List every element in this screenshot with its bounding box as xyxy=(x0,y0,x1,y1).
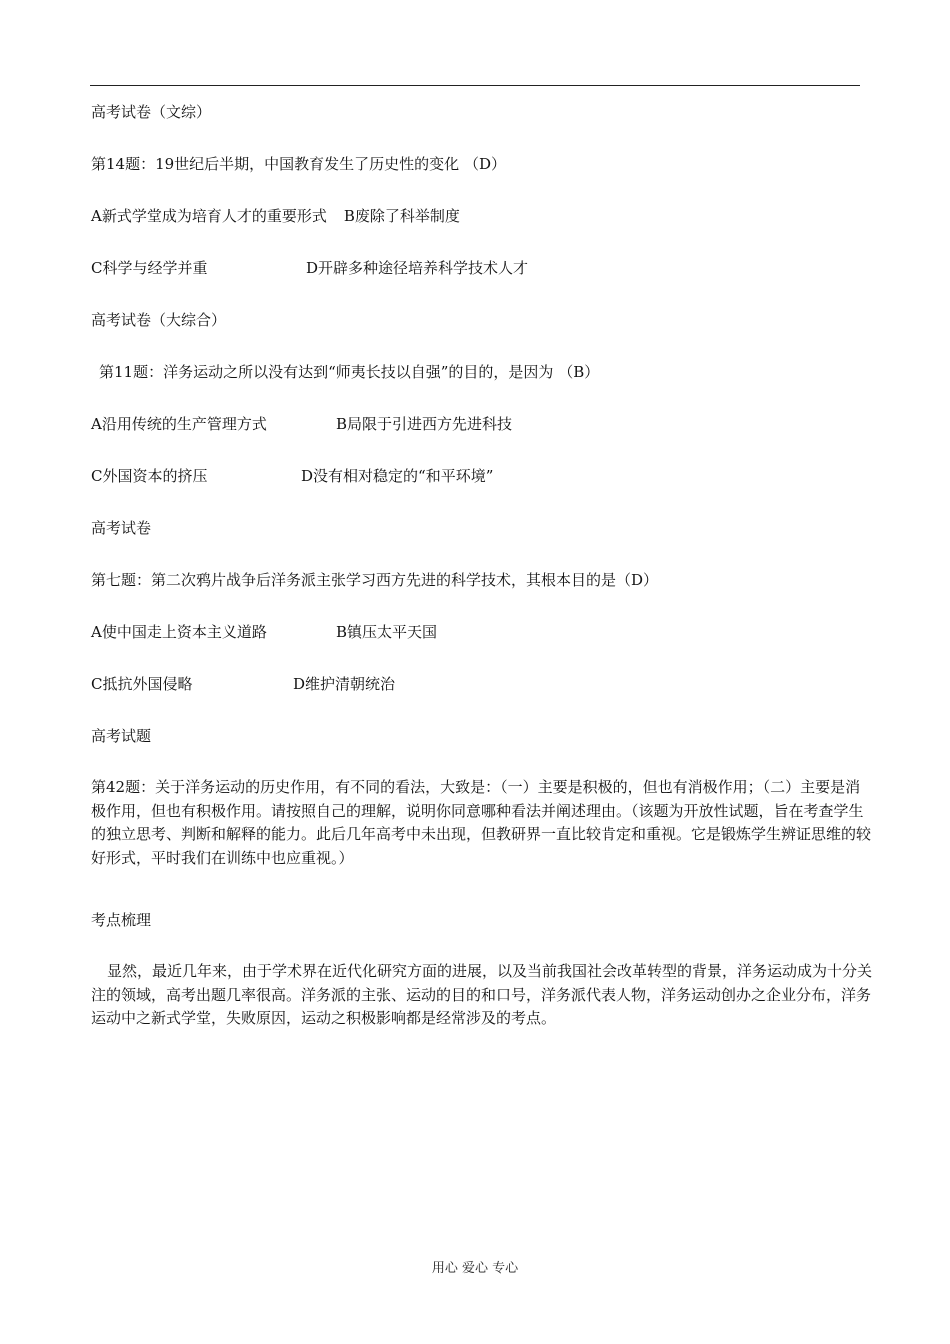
question-14: 第14题：19世纪后半期，中国教育发生了历史性的变化 （D） xyxy=(91,155,506,173)
options-row-1 xyxy=(91,206,460,226)
options-row-6 xyxy=(91,674,395,694)
options-row-4 xyxy=(91,466,493,486)
analysis-heading: 考点梳理 xyxy=(91,911,152,929)
option-b: B废除了科举制度 xyxy=(343,207,460,225)
option-d: D维护清朝统治 xyxy=(293,675,396,693)
page-footer: 用心 爱心 专心 xyxy=(431,1261,519,1276)
option-c: C抵抗外国侵略 xyxy=(91,675,193,693)
exam-heading: 高考试题 xyxy=(91,727,152,745)
option-a: A新式学堂成为培育人才的重要形式 xyxy=(91,207,327,225)
options-row-2 xyxy=(91,258,528,278)
options-row-3 xyxy=(91,414,512,434)
options-row-5 xyxy=(91,622,437,642)
option-b: B镇压太平天国 xyxy=(336,623,438,641)
question-11: 第11题：洋务运动之所以没有达到“师夷长技以自强”的目的，是因为 （B） xyxy=(99,363,600,381)
option-c: C科学与经学并重 xyxy=(91,259,208,277)
option-c: C外国资本的挤压 xyxy=(91,467,208,485)
section-heading-dazonghe: 高考试卷（大综合） xyxy=(91,311,227,329)
section-heading-wenzong: 高考试卷（文综） xyxy=(91,103,212,121)
section-heading-exam: 高考试卷 xyxy=(91,519,152,537)
option-b: B局限于引进西方先进科技 xyxy=(336,415,513,433)
analysis-paragraph: 显然，最近几年来，由于学术界在近代化研究方面的进展，以及当前我国社会改革转型的背景，洋务运动成为十分关注的领域，高考出题几率很高。洋务派的主张、运动的目的和口号，洋务派代表人物，洋务运动创办之企业分布，洋务运动中之新式学堂，失败原因，运动之积极影响都是经常涉及的考点。 xyxy=(91,962,873,1027)
option-d: D没有相对稳定的“和平环境” xyxy=(301,467,494,485)
question-42: 第42题：关于洋务运动的历史作用，有不同的看法，大致是：（一）主要是积极的，但也有消极作用；（二）主要是消极作用，但也有积极作用。请按照自己的理解，说明你同意哪种看法并阐述理由。（该题为开放性试题，旨在考查学生的独立思考、判断和解释的能力。此后几年高考中未出现，但教研界一直比较肯定和重视。它是锻炼学生辨证思维的较好形式，平时我们在训练中也应重视。） xyxy=(91,778,872,867)
option-d: D开辟多种途径培养科学技术人才 xyxy=(306,259,529,277)
option-a: A使中国走上资本主义道路 xyxy=(91,623,267,641)
header-rule xyxy=(90,85,860,86)
option-a: A沿用传统的生产管理方式 xyxy=(91,415,267,433)
question-7: 第七题：第二次鸦片战争后洋务派主张学习西方先进的科学技术，其根本目的是（D） xyxy=(91,571,659,589)
